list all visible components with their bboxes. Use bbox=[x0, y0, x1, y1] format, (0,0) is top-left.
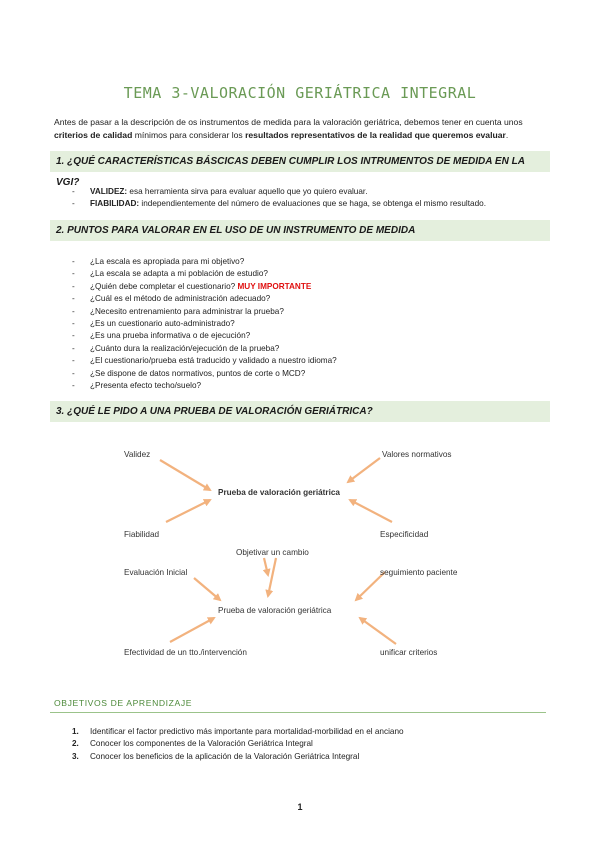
list-item bbox=[72, 186, 486, 198]
intro-text-1: Antes de pasar a la descripción de os instrumentos de medida para la valoración geriátrica, debemos tener en cuenta unos bbox=[54, 117, 523, 127]
list-item: - ¿Cuánto dura la realización/ejecución de la prueba? bbox=[72, 343, 337, 355]
list-item bbox=[72, 726, 404, 738]
item-number: 2. bbox=[72, 739, 79, 749]
arrow-objetivar-2 bbox=[264, 558, 268, 575]
term-validez: VALIDEZ: bbox=[90, 187, 128, 196]
item-number: 3. bbox=[72, 751, 79, 761]
arrow-efectividad bbox=[170, 618, 214, 642]
diagram-arrows bbox=[110, 432, 510, 668]
page-title: TEMA 3-VALORACIÓN GERIÁTRICA INTEGRAL bbox=[123, 84, 477, 102]
list-item: - ¿El cuestionario/prueba está traducido y validado a nuestro idioma? bbox=[72, 355, 337, 367]
label-valores-normativos: Valores normativos bbox=[382, 450, 452, 459]
label-objetivar: Objetivar un cambio bbox=[236, 548, 309, 557]
label-prueba-1: Prueba de valoración geriátrica bbox=[218, 488, 340, 497]
objectives-list bbox=[72, 726, 404, 763]
arrow-valores bbox=[348, 458, 380, 482]
term-fiabilidad: FIABILIDAD: bbox=[90, 199, 140, 209]
section-2-list bbox=[72, 256, 337, 392]
list-item bbox=[72, 281, 337, 293]
arrow-objetivar-1 bbox=[268, 558, 276, 596]
important-label: MUY IMPORTANTE bbox=[237, 281, 312, 291]
item-text: Conocer los componentes de la Valoración Geriátrica Integral bbox=[90, 739, 313, 749]
list-item: - ¿La escala es apropiada para mi objetivo? bbox=[72, 256, 337, 268]
intro-paragraph bbox=[54, 116, 554, 142]
item-text: independientemente del número de evaluaciones que se haga, se obtenga el mismo resultado. bbox=[139, 199, 486, 209]
arrow-evaluacion bbox=[194, 578, 220, 600]
list-item: - ¿Se dispone de datos normativos, puntos de corte o MCD? bbox=[72, 368, 337, 380]
list-item: - ¿Cuál es el método de administración adecuado? bbox=[72, 293, 337, 305]
intro-bold-1: criterios de calidad bbox=[54, 130, 133, 140]
list-item bbox=[72, 751, 404, 763]
list-item: - ¿La escala se adapta a mi población de estudio? bbox=[72, 268, 337, 280]
arrow-especificidad bbox=[350, 500, 392, 522]
list-item: - ¿Es un cuestionario auto-administrado? bbox=[72, 318, 337, 330]
page-number: 1 bbox=[297, 802, 303, 812]
intro-bold-2: resultados representativos de la realidad que queremos evaluar bbox=[245, 130, 506, 140]
arrow-validez bbox=[160, 460, 210, 490]
item-text: Conocer los beneficios de la aplicación de la Valoración Geriátrica Integral bbox=[90, 751, 360, 761]
label-efectividad: Efectividad de un tto./intervención bbox=[124, 648, 247, 657]
item-text: ¿Quién debe completar el cuestionario? bbox=[90, 281, 236, 291]
label-validez: Validez bbox=[124, 450, 151, 459]
section-2-heading: 2. PUNTOS PARA VALORAR EN EL USO DE UN INSTRUMENTO DE MEDIDA bbox=[50, 220, 550, 241]
intro-text-3: . bbox=[505, 130, 509, 140]
list-item: - ¿Necesito entrenamiento para administrar la prueba? bbox=[72, 306, 337, 318]
label-unificar: unificar criterios bbox=[380, 648, 438, 657]
concept-diagram bbox=[110, 432, 510, 668]
label-fiabilidad: Fiabilidad bbox=[124, 530, 160, 539]
section-1-heading: 1. ¿QUÉ CARACTERÍSTICAS BÁSCICAS DEBEN CUMPLIR LOS INTRUMENTOS DE MEDIDA EN LA VGI? bbox=[50, 151, 550, 172]
list-item: - ¿Presenta efecto techo/suelo? bbox=[72, 380, 337, 392]
list-item bbox=[72, 198, 486, 210]
section-1-list bbox=[72, 186, 486, 211]
objectives-divider bbox=[50, 712, 546, 713]
list-item bbox=[72, 738, 404, 750]
item-text: Identificar el factor predictivo más importante para mortalidad-morbilidad en el anciano bbox=[90, 727, 404, 736]
label-seguimiento: seguimiento paciente bbox=[380, 568, 458, 577]
label-evaluacion-inicial: Evaluación Inicial bbox=[124, 568, 188, 577]
label-prueba-2: Prueba de valoración geriátrica bbox=[218, 606, 332, 615]
arrow-fiabilidad bbox=[166, 500, 210, 522]
arrow-unificar bbox=[360, 618, 396, 644]
item-text: esa herramienta sirva para evaluar aquello que yo quiero evaluar. bbox=[127, 187, 368, 196]
label-especificidad: Especificidad bbox=[380, 530, 429, 539]
objectives-heading: OBJETIVOS DE APRENDIZAJE bbox=[54, 698, 193, 708]
list-item: - ¿Es una prueba informativa o de ejecución? bbox=[72, 330, 337, 342]
section-3-heading: 3. ¿QUÉ LE PIDO A UNA PRUEBA DE VALORACIÓN GERIÁTRICA? bbox=[50, 401, 550, 422]
item-number: 1. bbox=[72, 727, 79, 736]
intro-text-2: mínimos para considerar los bbox=[132, 130, 246, 140]
